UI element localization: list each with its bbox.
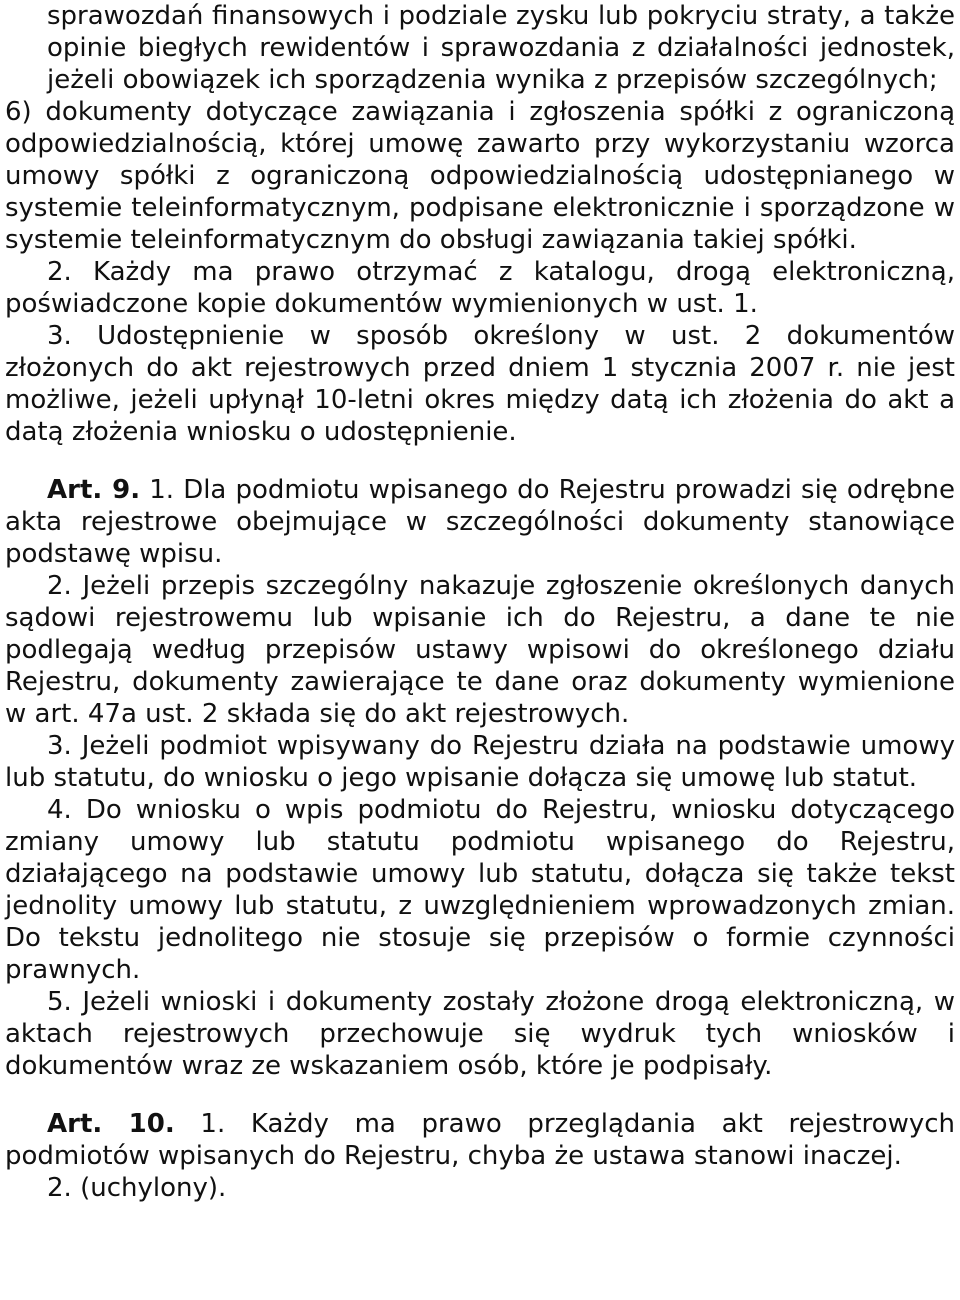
paragraph-continuation: sprawozdań finansowych i podziale zysku lub pokryciu straty, a także opinie biegłych rewidentów i sprawozdania z działalności jednostek, jeżeli obowiązek ich sporządzenia wynika z przepisów szczególnych; [47, 1, 955, 95]
art9-section-1 [5, 474, 955, 570]
art9-section-5: 5. Jeżeli wnioski i dokumenty zostały złożone drogą elektroniczną, w aktach rejestrowych przechowuje się wydruk tych wniosków i dokumentów wraz ze wskazaniem osób, które je podpisały. [5, 987, 955, 1081]
point-6 [5, 96, 955, 256]
art10-section-2: 2. (uchylony). [47, 1173, 227, 1203]
point-6-text: dokumenty dotyczące zawiązania i zgłoszenia spółki z ograniczoną odpowiedzialnością, której umowę zawarto przy wykorzystaniu wzorca umowy spółki z ograniczoną odpowiedzialnością udostępnianego w systemie teleinformatycznym, podpisane elektronicznie i sporządzone w systemie teleinformatycznym do obsługi zawiązania takiej spółki. [5, 97, 956, 255]
art8-section-2: 2. Każdy ma prawo otrzymać z katalogu, drogą elektroniczną, poświadczone kopie dokumentów wymienionych w ust. 1. [5, 257, 955, 319]
art9-heading: Art. 9. [47, 475, 141, 505]
art9-section-3: 3. Jeżeli podmiot wpisywany do Rejestru działa na podstawie umowy lub statutu, do wniosku o jego wpisanie dołącza się umowę lub statut. [5, 731, 955, 793]
art9-section-4: 4. Do wniosku o wpis podmiotu do Rejestru, wniosku dotyczącego zmiany umowy lub statutu podmiotu wpisanego do Rejestru, działającego na podstawie umowy lub statutu, dołącza się także tekst jednolity umowy lub statutu, z uwzględnieniem wprowadzonych zmian. Do tekstu jednolitego nie stosuje się przepisów o formie czynności prawnych. [5, 795, 955, 985]
art9-section-2: 2. Jeżeli przepis szczególny nakazuje zgłoszenie określonych danych sądowi rejestrowemu lub wpisanie ich do Rejestru, a dane te nie podlegają według przepisów ustawy wpisowi do określonego działu Rejestru, dokumenty zawierające te dane oraz dokumenty wymienione w art. 47a ust. 2 składa się do akt rejestrowych. [5, 571, 955, 729]
point-6-number: 6) [5, 97, 32, 127]
art10-section-1-text: 1. Każdy ma prawo przeglądania akt rejestrowych podmiotów wpisanych do Rejestru, chyba że ustawa stanowi inaczej. [5, 1109, 955, 1171]
art10-section-1 [5, 1108, 955, 1172]
document-page [5, 0, 955, 1204]
art9-section-1-text: 1. Dla podmiotu wpisanego do Rejestru prowadzi się odrębne akta rejestrowe obejmujące w szczególności dokumenty stanowiące podstawę wpisu. [5, 475, 955, 569]
art10-heading: Art. 10. [47, 1109, 175, 1139]
art8-section-3: 3. Udostępnienie w sposób określony w ust. 2 dokumentów złożonych do akt rejestrowych przed dniem 1 stycznia 2007 r. nie jest możliwe, jeżeli upłynął 10-letni okres między datą ich złożenia do akt a datą złożenia wniosku o udostępnienie. [5, 321, 955, 447]
